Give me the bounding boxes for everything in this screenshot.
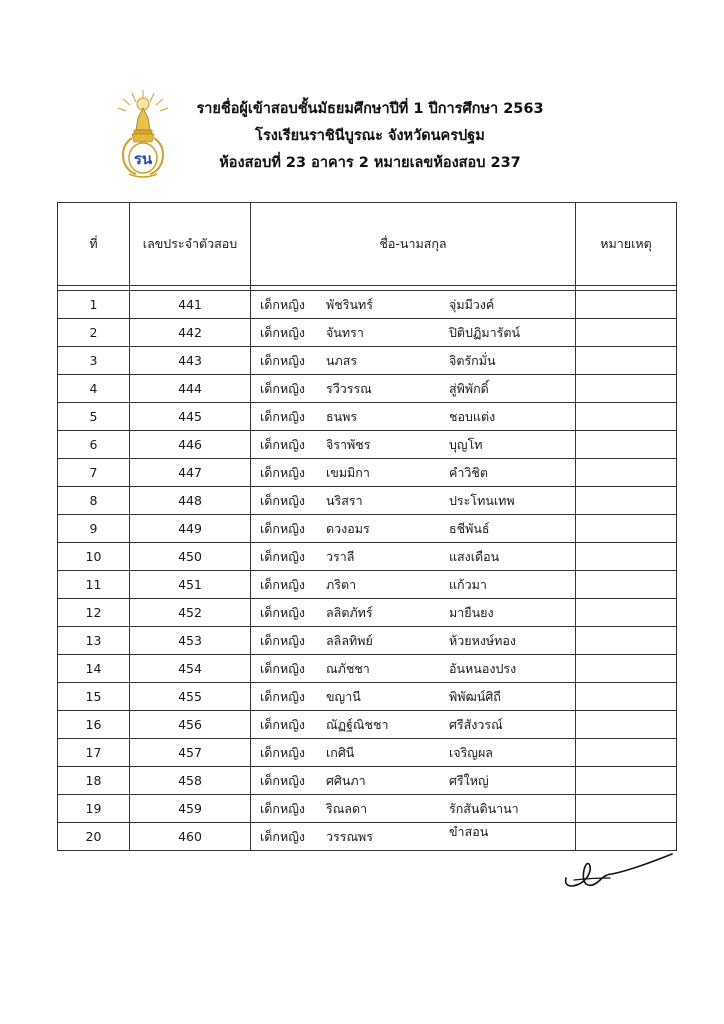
- last-name: แสงเดือน: [449, 548, 500, 564]
- name-prefix: เด็กหญิง: [260, 800, 305, 816]
- cell-exam-id: 449: [130, 515, 251, 543]
- cell-number: 7: [58, 459, 130, 487]
- name-prefix: เด็กหญิง: [260, 660, 305, 676]
- table-row: [58, 683, 677, 711]
- column-header-remarks: หมายเหตุ: [576, 203, 677, 286]
- cell-remarks: [576, 655, 677, 683]
- cell-exam-id: 457: [130, 739, 251, 767]
- cell-exam-id: 443: [130, 347, 251, 375]
- last-name: คำวิชิต: [449, 464, 489, 480]
- column-header-number: ที่: [58, 203, 130, 286]
- cell-remarks: [576, 739, 677, 767]
- first-name: ศศินภา: [326, 772, 366, 788]
- table-row: [58, 487, 677, 515]
- cell-full-name: [251, 599, 576, 627]
- cell-number: 2: [58, 319, 130, 347]
- cell-full-name: [251, 627, 576, 655]
- name-prefix: เด็กหญิง: [260, 464, 305, 480]
- cell-exam-id: 441: [130, 291, 251, 319]
- first-name: รวีวรรณ: [326, 380, 372, 396]
- first-name: จิราพัชร: [326, 436, 371, 452]
- cell-exam-id: 447: [130, 459, 251, 487]
- cell-number: 1: [58, 291, 130, 319]
- table-row: [58, 655, 677, 683]
- cell-full-name: [251, 739, 576, 767]
- last-name: พิพัฒน์ศิถี: [449, 688, 501, 704]
- cell-remarks: [576, 375, 677, 403]
- cell-full-name: [251, 543, 576, 571]
- cell-exam-id: 456: [130, 711, 251, 739]
- name-prefix: เด็กหญิง: [260, 548, 305, 564]
- first-name: ลลิลทิพย์: [326, 632, 373, 648]
- cell-exam-id: 446: [130, 431, 251, 459]
- table-row: [58, 627, 677, 655]
- cell-number: 9: [58, 515, 130, 543]
- cell-number: 16: [58, 711, 130, 739]
- cell-full-name: [251, 375, 576, 403]
- cell-exam-id: 451: [130, 571, 251, 599]
- cell-remarks: [576, 459, 677, 487]
- table-row: [58, 823, 677, 851]
- cell-remarks: [576, 823, 677, 851]
- cell-remarks: [576, 571, 677, 599]
- last-name: รักสันตินานา: [449, 800, 519, 816]
- cell-remarks: [576, 711, 677, 739]
- cell-full-name: [251, 515, 576, 543]
- name-prefix: เด็กหญิง: [260, 772, 305, 788]
- cell-remarks: [576, 319, 677, 347]
- name-prefix: เด็กหญิง: [260, 604, 305, 620]
- cell-exam-id: 460: [130, 823, 251, 851]
- last-name: มายืนยง: [449, 604, 494, 620]
- name-prefix: เด็กหญิง: [260, 688, 305, 704]
- first-name: ลลิตภัทร์: [326, 604, 373, 620]
- first-name: ดวงอมร: [326, 520, 370, 536]
- cell-exam-id: 453: [130, 627, 251, 655]
- cell-number: 3: [58, 347, 130, 375]
- cell-full-name: [251, 683, 576, 711]
- cell-remarks: [576, 683, 677, 711]
- last-name: สู่พิพักดิ์: [449, 380, 489, 396]
- first-name: เขมมิกา: [326, 464, 370, 480]
- table-row: [58, 711, 677, 739]
- name-prefix: เด็กหญิง: [260, 828, 305, 844]
- examinee-table: [57, 202, 677, 851]
- cell-exam-id: 458: [130, 767, 251, 795]
- first-name: วราลี: [326, 548, 355, 564]
- name-prefix: เด็กหญิง: [260, 380, 305, 396]
- table-row: [58, 459, 677, 487]
- name-prefix: เด็กหญิง: [260, 324, 305, 340]
- column-header-name: ชื่อ-นามสกุล: [251, 203, 576, 286]
- cell-number: 10: [58, 543, 130, 571]
- cell-full-name: [251, 655, 576, 683]
- last-name: บุญโท: [449, 436, 483, 452]
- cell-full-name: [251, 767, 576, 795]
- first-name: วรรณพร: [326, 828, 373, 844]
- cell-remarks: [576, 599, 677, 627]
- cell-remarks: [576, 515, 677, 543]
- cell-exam-id: 445: [130, 403, 251, 431]
- table-row: [58, 543, 677, 571]
- cell-full-name: [251, 291, 576, 319]
- header-school: โรงเรียนราชินีบูรณะ จังหวัดนครปฐม: [255, 128, 485, 144]
- table-row: [58, 795, 677, 823]
- table-row: [58, 291, 677, 319]
- cell-number: 12: [58, 599, 130, 627]
- cell-number: 17: [58, 739, 130, 767]
- name-prefix: เด็กหญิง: [260, 576, 305, 592]
- cell-number: 5: [58, 403, 130, 431]
- name-prefix: เด็กหญิง: [260, 744, 305, 760]
- last-name: ธชีพันธ์: [449, 520, 490, 536]
- cell-number: 11: [58, 571, 130, 599]
- cell-number: 8: [58, 487, 130, 515]
- cell-full-name: [251, 571, 576, 599]
- last-name: เจริญผล: [449, 744, 493, 760]
- signature-mark: [562, 848, 674, 892]
- name-prefix: เด็กหญิง: [260, 632, 305, 648]
- cell-exam-id: 450: [130, 543, 251, 571]
- cell-full-name: [251, 823, 576, 851]
- cell-remarks: [576, 347, 677, 375]
- table-row: [58, 319, 677, 347]
- column-header-exam-id: เลขประจำตัวสอบ: [130, 203, 251, 286]
- last-name: ขำสอน: [449, 824, 489, 840]
- cell-number: 14: [58, 655, 130, 683]
- cell-full-name: [251, 403, 576, 431]
- cell-remarks: [576, 543, 677, 571]
- cell-number: 13: [58, 627, 130, 655]
- cell-exam-id: 459: [130, 795, 251, 823]
- last-name: ชอบแต่ง: [449, 408, 496, 424]
- document-header: [160, 96, 580, 177]
- last-name: แก้วมา: [449, 576, 487, 592]
- first-name: ณัฏฐ์ณิชชา: [326, 716, 389, 732]
- table-row: [58, 375, 677, 403]
- logo-monogram: รน: [133, 150, 153, 168]
- first-name: ภริตา: [326, 576, 357, 592]
- first-name: นภสร: [326, 352, 358, 368]
- header-title: รายชื่อผู้เข้าสอบชั้นมัธยมศึกษาปีที่ 1 ปีการศึกษา 2563: [196, 101, 544, 117]
- table-row: [58, 767, 677, 795]
- cell-exam-id: 452: [130, 599, 251, 627]
- first-name: ณภัชชา: [326, 660, 370, 676]
- name-prefix: เด็กหญิง: [260, 716, 305, 732]
- last-name: อันหนองปรง: [449, 660, 517, 676]
- first-name: ริณลดา: [326, 800, 368, 816]
- table-row: [58, 431, 677, 459]
- cell-remarks: [576, 431, 677, 459]
- name-prefix: เด็กหญิง: [260, 296, 305, 312]
- table-row: [58, 571, 677, 599]
- cell-remarks: [576, 403, 677, 431]
- cell-full-name: [251, 431, 576, 459]
- last-name: ศรีสังวรณ์: [449, 716, 503, 732]
- cell-full-name: [251, 711, 576, 739]
- last-name: ศรีใหญ่: [449, 772, 489, 788]
- cell-exam-id: 448: [130, 487, 251, 515]
- cell-number: 18: [58, 767, 130, 795]
- cell-number: 4: [58, 375, 130, 403]
- cell-full-name: [251, 459, 576, 487]
- last-name: ห้วยหงษ์ทอง: [449, 632, 517, 648]
- first-name: เกศินี: [326, 744, 355, 760]
- cell-remarks: [576, 627, 677, 655]
- last-name: ปิติปฏิมารัตน์: [449, 324, 521, 340]
- first-name: พัชรินทร์: [326, 296, 373, 312]
- cell-full-name: [251, 795, 576, 823]
- table-row: [58, 599, 677, 627]
- header-exam-room: ห้องสอบที่ 23 อาคาร 2 หมายเลขห้องสอบ 237: [219, 155, 521, 171]
- first-name: นริสรา: [326, 492, 363, 508]
- cell-number: 6: [58, 431, 130, 459]
- table-row: [58, 739, 677, 767]
- cell-exam-id: 454: [130, 655, 251, 683]
- cell-remarks: [576, 767, 677, 795]
- cell-full-name: [251, 347, 576, 375]
- cell-remarks: [576, 291, 677, 319]
- cell-remarks: [576, 795, 677, 823]
- cell-exam-id: 444: [130, 375, 251, 403]
- name-prefix: เด็กหญิง: [260, 492, 305, 508]
- first-name: ธนพร: [326, 408, 358, 424]
- last-name: ประโทนเทพ: [449, 492, 515, 508]
- cell-full-name: [251, 487, 576, 515]
- table-row: [58, 347, 677, 375]
- name-prefix: เด็กหญิง: [260, 436, 305, 452]
- first-name: ขญานี: [326, 688, 361, 704]
- cell-exam-id: 442: [130, 319, 251, 347]
- name-prefix: เด็กหญิง: [260, 408, 305, 424]
- last-name: จุ่มมีวงค์: [449, 296, 495, 312]
- table-row: [58, 403, 677, 431]
- cell-exam-id: 455: [130, 683, 251, 711]
- name-prefix: เด็กหญิง: [260, 352, 305, 368]
- cell-remarks: [576, 487, 677, 515]
- table-header-row: [58, 203, 677, 286]
- name-prefix: เด็กหญิง: [260, 520, 305, 536]
- table-row: [58, 515, 677, 543]
- last-name: จิตรักมั่น: [449, 352, 496, 368]
- cell-number: 19: [58, 795, 130, 823]
- cell-number: 20: [58, 823, 130, 851]
- cell-number: 15: [58, 683, 130, 711]
- cell-full-name: [251, 319, 576, 347]
- first-name: จันทรา: [326, 324, 364, 340]
